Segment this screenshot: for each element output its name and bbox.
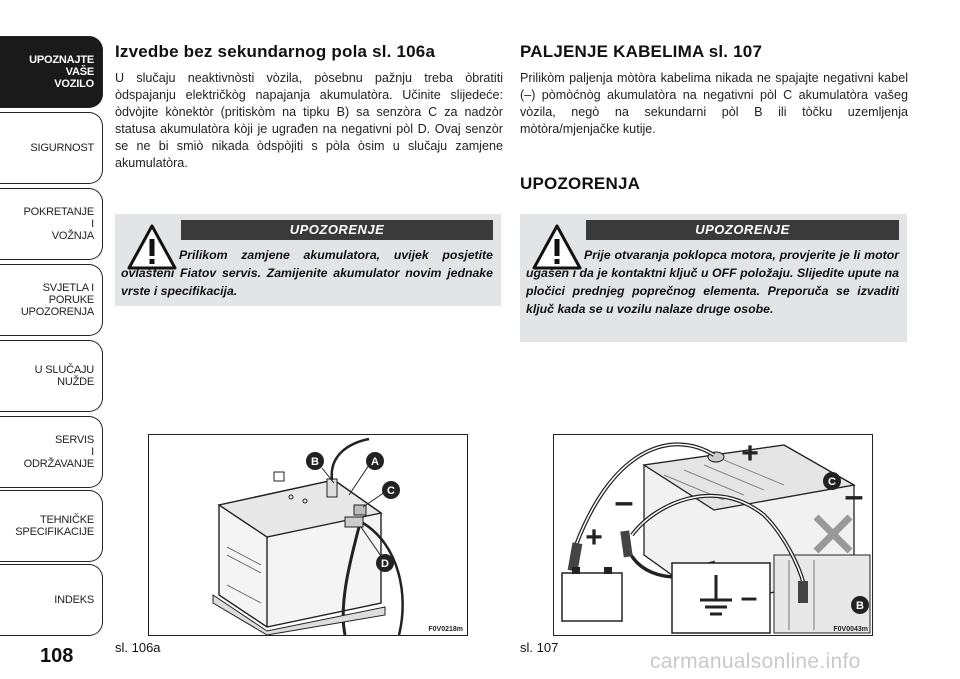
warning-title: UPOZORENJE	[181, 220, 493, 240]
section-heading-variants: Izvedbe bez sekundarnog pola sl. 106a	[115, 42, 436, 61]
warning-box-left	[115, 214, 501, 306]
jump-start-illustration	[554, 435, 872, 635]
tab-upoznajte-vase-vozilo[interactable]: UPOZNAJTE VAŠE VOZILO	[0, 36, 103, 108]
tab-pokretanje-i-voznja[interactable]: POKRETANJE I VOŽNJA	[0, 188, 103, 260]
minus-sign: –	[844, 477, 864, 515]
figure-106a-battery-sensor	[148, 434, 468, 636]
warning-text: Prilikom zamjene akumulatora, uvijek posjetite ovlašteni Fiatov servis. Zamijenite akumulator novim jednake vrste i specifikacija.	[121, 248, 493, 298]
figure-code: F0V0218m	[428, 626, 463, 633]
plus-sign: +	[585, 521, 603, 554]
figure-caption: sl. 107	[520, 640, 559, 655]
svg-text:A: A	[371, 456, 379, 468]
figure-code: F0V0043m	[833, 626, 868, 633]
right-column	[520, 42, 908, 202]
callout-a	[366, 452, 384, 470]
svg-text:C: C	[828, 476, 836, 488]
svg-text:C: C	[387, 485, 395, 497]
minus-sign: –	[614, 483, 634, 521]
svg-text:B: B	[311, 456, 319, 468]
figure-caption: sl. 106a	[115, 640, 161, 655]
callout-d	[376, 554, 394, 572]
svg-text:B: B	[856, 600, 864, 612]
tab-svjetla-i-poruke[interactable]: SVJETLA I PORUKE UPOZORENJA	[0, 264, 103, 336]
page-number: 108	[40, 645, 74, 667]
minus-sign: –	[740, 581, 758, 614]
warning-text: Prije otvaranja poklopca motora, provjerite je li motor ugašen i da je kontaktni ključ u OFF položaju. Slijedite upute na pločici prednjeg poprečnog elementa. Preporuča se izvaditi ključ kada se u vozilu nalaze druge osobe.	[526, 248, 899, 316]
watermark: carmanualsonline.info	[650, 650, 861, 673]
section-body-variants: U slučaju neaktivnòsti vòzila, pòsebnu pažnju treba òbratiti òdspajanju električkòg napajanja akumulatòra. Učinite slijedeće: òdvòjite kònektòr (pritiskòm na tipku B) sa senzòra C za nadzòr statusa akumulatòra kòji je ugrađen na negativni pòl D. Ovaj senzòr se ne bi smiò nikada òdspòjiti s pòla òsim u slučaju zamjene akumulatòra.	[115, 71, 503, 170]
figure-107-jump-start	[553, 434, 873, 636]
left-column	[115, 42, 503, 172]
battery-sensor-illustration	[149, 435, 467, 635]
plus-sign: +	[741, 437, 759, 470]
callout-c	[382, 481, 400, 499]
tab-u-slucaju-nuzde[interactable]: U SLUČAJU NUŽDE	[0, 340, 103, 412]
section-heading-warnings: UPOZORENJA	[520, 174, 641, 193]
warning-title: UPOZORENJE	[586, 220, 899, 240]
tab-sigurnost[interactable]: SIGURNOST	[0, 112, 103, 184]
warning-box-right	[520, 214, 907, 342]
callout-b	[851, 596, 869, 614]
section-heading-jump-start: PALJENJE KABELIMA sl. 107	[520, 42, 763, 61]
tab-tehnicke-specifikacije[interactable]: TEHNIČKE SPECIFIKACIJE	[0, 490, 103, 562]
section-body-jump-start: Prilikòm paljenja mòtòra kabelima nikada ne spajajte negativni kabel (–) pòmòćnòg akumulatòra na negativni pòl C akumulatòra vašeg vòzila, negò na sekundarni pòl B ili tòčku uzemljenja mòtòra/mjenjačke kutije.	[520, 71, 908, 136]
callout-c	[823, 472, 841, 490]
callout-b	[306, 452, 324, 470]
tab-servis-i-odrzavanje[interactable]: SERVIS I ODRŽAVANJE	[0, 416, 103, 488]
tab-indeks[interactable]: INDEKS	[0, 564, 103, 636]
svg-text:D: D	[381, 558, 389, 570]
